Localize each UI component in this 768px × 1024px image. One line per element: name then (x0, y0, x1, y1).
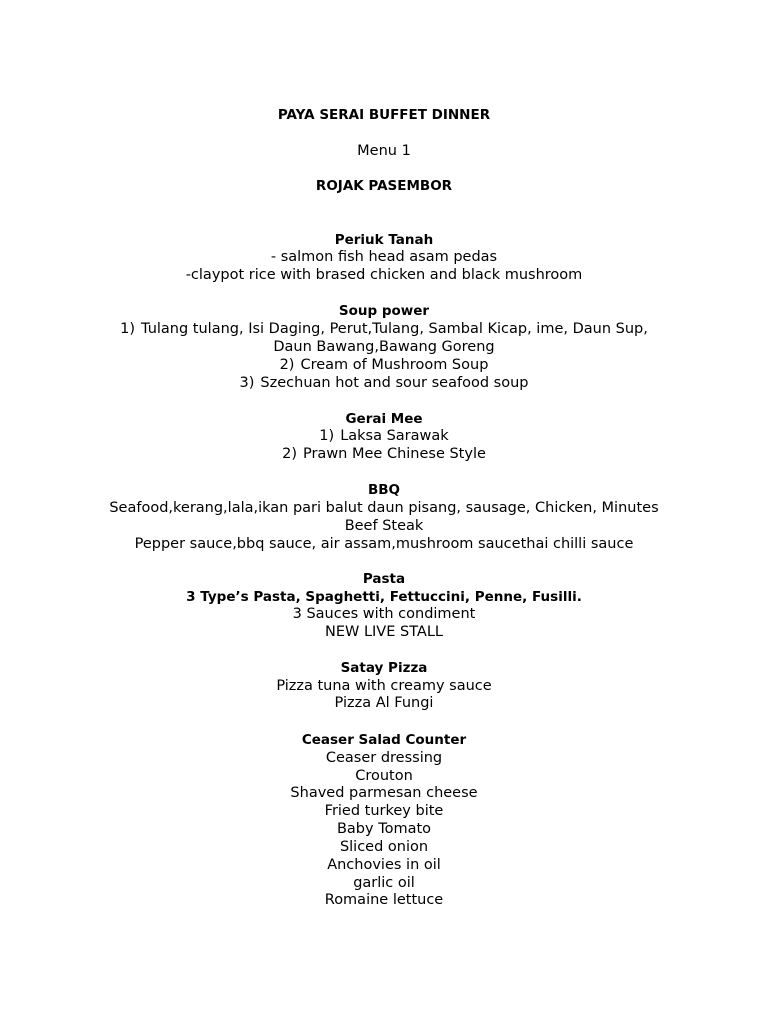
salad-heading: Ceaser Salad Counter (301, 732, 467, 748)
periuk-item: - salmon fish head asam pedas (270, 249, 498, 265)
bbq-heading: BBQ (367, 482, 401, 498)
bbq-line: Pepper sauce,bbq sauce, air assam,mushroom saucethai chilli sauce (134, 536, 634, 552)
satay-heading: Satay Pizza (340, 660, 428, 676)
soup-item-2 (0, 356, 768, 374)
list-number: 2) (282, 446, 297, 462)
pasta-line: NEW LIVE STALL (324, 624, 443, 640)
soup-heading: Soup power (338, 303, 430, 319)
salad-line: Fried turkey bite (324, 803, 444, 819)
periuk-item: -claypot rice with brased chicken and black mushroom (185, 267, 583, 283)
pasta-subheading: 3 Type’s Pasta, Spaghetti, Fettuccini, Penne, Fusilli. (186, 589, 582, 605)
satay-line: Pizza Al Fungi (334, 695, 434, 711)
salad-line: Romaine lettuce (324, 892, 444, 908)
soup-item-1-continued: Daun Bawang,Bawang Goreng (273, 339, 495, 355)
soup-item-text: Cream of Mushroom Soup (300, 357, 489, 373)
periuk-heading: Periuk Tanah (334, 232, 434, 248)
satay-line: Pizza tuna with creamy sauce (276, 678, 492, 694)
salad-line: garlic oil (353, 875, 415, 891)
mee-item-text: Prawn Mee Chinese Style (302, 446, 486, 462)
salad-line: Crouton (355, 768, 413, 784)
soup-item-text: Szechuan hot and sour seafood soup (260, 375, 529, 391)
soup-item-1 (0, 320, 768, 338)
list-number: 2) (279, 357, 295, 373)
mee-item-2 (0, 445, 768, 463)
bbq-line: Beef Steak (344, 518, 424, 534)
soup-item-3 (0, 374, 768, 392)
list-number: 1) (120, 321, 136, 337)
salad-line: Sliced onion (339, 839, 429, 855)
pasta-heading: Pasta (362, 571, 406, 587)
salad-line: Baby Tomato (336, 821, 432, 837)
list-number: 3) (239, 375, 255, 391)
bbq-line: Seafood,kerang,lala,ikan pari balut daun pisang, sausage, Chicken, Minutes (109, 500, 659, 516)
mee-heading: Gerai Mee (345, 411, 423, 427)
salad-line: Shaved parmesan cheese (290, 785, 478, 801)
pasta-line: 3 Sauces with condiment (292, 606, 476, 622)
page-title: PAYA SERAI BUFFET DINNER (277, 107, 491, 123)
salad-line: Anchovies in oil (327, 857, 441, 873)
mee-item-text: Laksa Sarawak (340, 428, 449, 444)
salad-line: Ceaser dressing (325, 750, 443, 766)
mee-item-1 (0, 427, 768, 445)
rojak-heading: ROJAK PASEMBOR (315, 178, 453, 194)
list-number: 1) (319, 428, 335, 444)
soup-item-text: Tulang tulang, Isi Daging, Perut,Tulang, Sambal Kicap, ime, Daun Sup, (141, 321, 648, 337)
menu-label: Menu 1 (357, 143, 411, 159)
